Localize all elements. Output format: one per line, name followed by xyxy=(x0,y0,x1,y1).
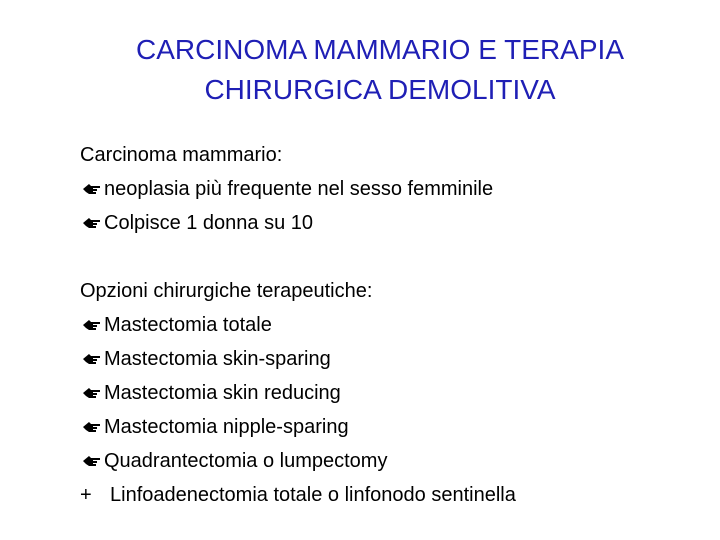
slide-title xyxy=(60,30,700,110)
hand-pointing-icon xyxy=(82,418,102,436)
bullet-item: Mastectomia nipple-sparing xyxy=(80,410,700,444)
bullet-item: neoplasia più frequente nel sesso femminile xyxy=(80,172,700,206)
slide-body xyxy=(80,138,700,512)
hand-pointing-icon xyxy=(82,384,102,402)
spacer xyxy=(80,240,700,274)
title-line-2: CHIRURGICA DEMOLITIVA xyxy=(204,74,556,105)
bullet-item: Mastectomia skin reducing xyxy=(80,376,700,410)
section-heading: Carcinoma mammario: xyxy=(80,144,283,166)
hand-pointing-icon xyxy=(82,180,102,198)
plus-symbol: + xyxy=(80,484,92,506)
hand-pointing-icon xyxy=(82,316,102,334)
title-line-1: CARCINOMA MAMMARIO E TERAPIA xyxy=(136,34,624,65)
bullet-item: Colpisce 1 donna su 10 xyxy=(80,206,700,240)
hand-pointing-icon xyxy=(82,350,102,368)
section-heading: Opzioni chirurgiche terapeutiche: xyxy=(80,280,373,302)
hand-pointing-icon xyxy=(82,214,102,232)
bullet-item: Mastectomia skin-sparing xyxy=(80,342,700,376)
bullet-item: Quadrantectomia o lumpectomy xyxy=(80,444,700,478)
plus-item xyxy=(80,478,700,512)
plus-item-text: Linfoadenectomia totale o linfonodo sentinella xyxy=(110,484,516,506)
hand-pointing-icon xyxy=(82,452,102,470)
bullet-item: Mastectomia totale xyxy=(80,308,700,342)
